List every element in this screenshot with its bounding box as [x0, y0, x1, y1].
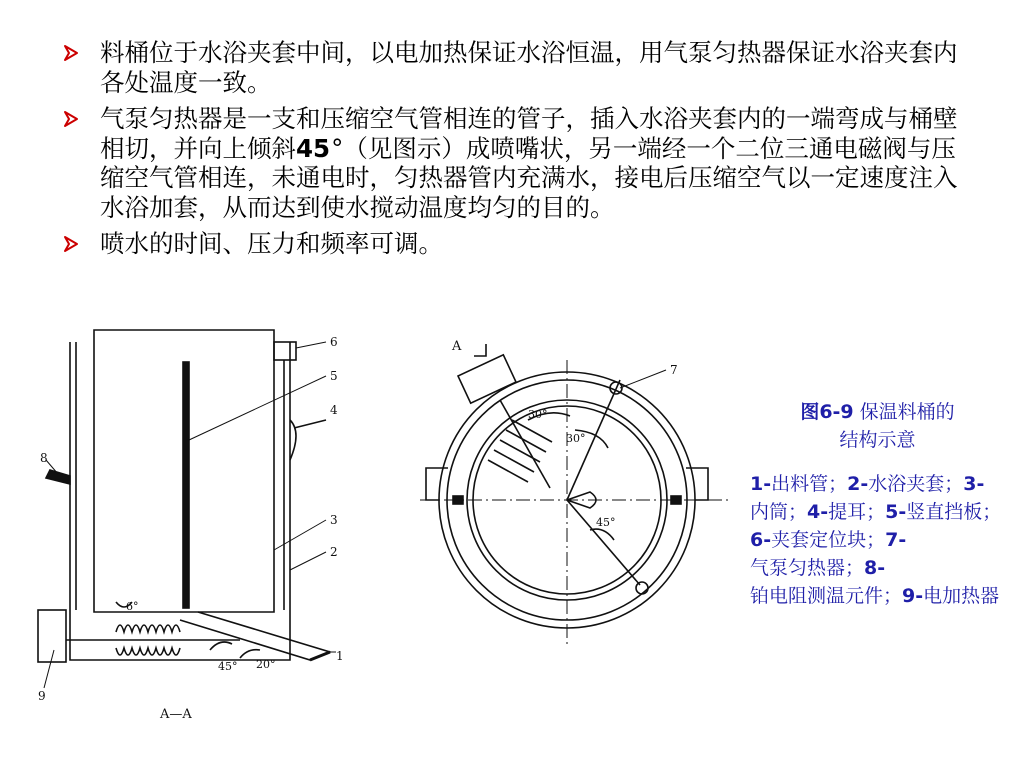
- section-arrow: [474, 344, 486, 356]
- section-arrow-label: A: [452, 339, 462, 354]
- legend-number: 5-: [885, 501, 907, 523]
- bullet-text: 喷水的时间、压力和频率可调。: [100, 229, 443, 258]
- bucket-structure-drawing: [30, 320, 745, 730]
- lifting-ear-bar: [294, 420, 326, 428]
- bullet-text: （见图示）成喷嘴状，另一端经一个二位三通电磁阀与压缩空气管相连，未通电时，匀热器管内充满水，接电后压缩空气以一定速度注入水浴加套，从而达到使水搅动温度均匀的目的。: [100, 133, 958, 222]
- technical-drawing: [30, 320, 745, 730]
- figure-caption: [750, 398, 1005, 610]
- callout-3: 3: [330, 513, 338, 527]
- leader-line: [274, 520, 326, 550]
- arrow-right-icon: [62, 235, 80, 253]
- jacket-positioning-block: [274, 342, 296, 360]
- section-label: A—A: [160, 707, 192, 722]
- heater-coil: [488, 420, 552, 482]
- heater-coil: [116, 648, 180, 655]
- callout-7: 7: [670, 363, 678, 377]
- arrow-right-icon: [62, 110, 80, 128]
- legend-name: 气泵匀热器；: [750, 557, 865, 579]
- figure-number: 图6-9: [800, 401, 854, 423]
- lifting-ear: [426, 468, 448, 500]
- plan-view: [420, 344, 730, 645]
- bullet-angle-value: 45: [296, 133, 331, 163]
- leader-line: [290, 552, 326, 570]
- heater-box: [38, 610, 66, 662]
- caption-title-text: 保温料桶的: [853, 401, 955, 423]
- legend-number: 3-: [963, 473, 985, 495]
- callout-9: 9: [38, 689, 46, 703]
- lifting-ear: [290, 420, 296, 460]
- vertical-baffle: [183, 362, 189, 608]
- legend-name: 竖直挡板；: [906, 501, 1002, 523]
- legend-name: 水浴夹套；: [868, 473, 964, 495]
- angle-label: 30°: [566, 432, 586, 445]
- legend-name: 提耳；: [828, 501, 886, 523]
- angle-label: 30°: [528, 408, 548, 421]
- caption-title-text: 结构示意: [839, 429, 916, 451]
- bullet-text: 料桶位于水浴夹套中间，以电加热保证水浴恒温，用气泵匀热器保证水浴夹套内各处温度一致。: [100, 38, 958, 97]
- bullet-list: [60, 38, 980, 266]
- legend-name: 出料管；: [771, 473, 848, 495]
- arrow-right-icon: [62, 44, 80, 62]
- legend-number: 8-: [864, 557, 886, 579]
- callout-1: 1: [336, 649, 344, 663]
- bullet-item: [60, 38, 980, 97]
- bullet-degree-mark: °: [331, 133, 344, 163]
- bullet-text: 气泵匀热器是一支和压缩空气管相连的管子，插入水浴夹套内的一端弯成与桶壁相切，并向上倾斜: [100, 104, 958, 163]
- callout-4: 4: [330, 403, 338, 417]
- callout-8: 8: [40, 451, 48, 465]
- legend-number: 6-: [750, 529, 772, 551]
- legend-number: 7-: [885, 529, 907, 551]
- legend-number: 9-: [902, 585, 924, 607]
- legend-number: 2-: [847, 473, 869, 495]
- lifting-ear: [686, 468, 708, 500]
- legend-number: 4-: [807, 501, 829, 523]
- angle-label: 45°: [596, 516, 616, 529]
- leader-line: [620, 370, 666, 388]
- legend-name: 电加热器: [923, 585, 1000, 607]
- rtd-sensor: [46, 470, 70, 484]
- leader-line: [296, 342, 326, 348]
- caption-legend: [750, 470, 1005, 610]
- callout-5: 5: [330, 369, 338, 383]
- caption-title: [750, 398, 1005, 454]
- outlet-pipe: [180, 612, 330, 660]
- callout-2: 2: [330, 545, 338, 559]
- section-view: [38, 330, 336, 688]
- air-pump-pipe: [567, 500, 640, 585]
- legend-name: 夹套定位块；: [771, 529, 886, 551]
- callout-6: 6: [330, 335, 338, 349]
- leader-line: [189, 376, 326, 440]
- outlet-pipe-end: [310, 652, 330, 660]
- heater-coil: [116, 625, 180, 632]
- angle-arc: [240, 650, 260, 658]
- jacket-positioning-block: [453, 496, 463, 504]
- angle-arc: [210, 642, 232, 650]
- legend-number: 1-: [750, 473, 772, 495]
- jacket-positioning-block: [671, 496, 681, 504]
- leader-line: [44, 650, 54, 688]
- bullet-item: [60, 229, 980, 259]
- legend-name: 铂电阻测温元件；: [750, 585, 903, 607]
- angle-label: 20°: [256, 658, 276, 671]
- angle-label: 45°: [218, 660, 238, 673]
- angle-label: 6°: [126, 600, 139, 613]
- air-pump-nozzle: [636, 582, 648, 594]
- legend-name: 内筒；: [750, 501, 808, 523]
- bullet-item: [60, 104, 980, 222]
